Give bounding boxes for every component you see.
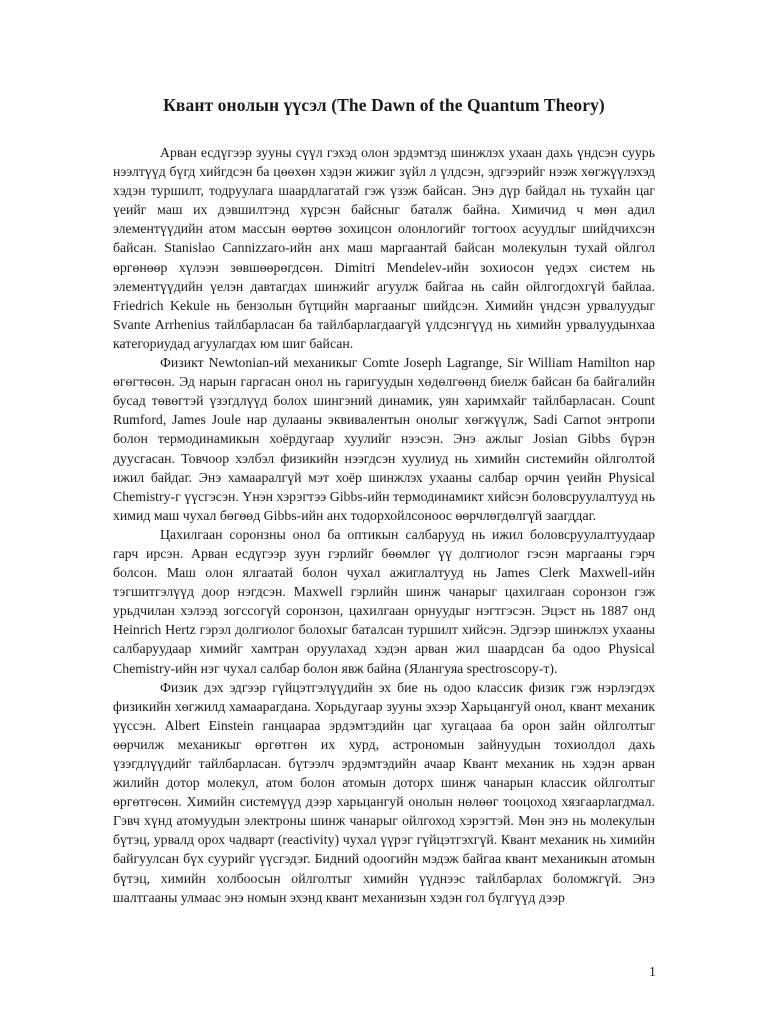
paragraph-4: Физик дэх эдгээр гүйцэтгэлүүдийн эх бие нь одоо классик физик гэж нэрлэгдэх физикийн хөгжилд хамаарагдана. Хорьдугаар зууны эхээр Харьцангуй онол, квант механик үүссэн. Albert Einstein ганцаараа эрдэмтэдийн цаг хугацааа ба орон зайн ойлголтыг өөрчилж механикыг өргөтгөн их хурд, астрономын зайнуудын тохиолдол дахь үзэгдлүүдийг тайлбарласан. бүтээлч эрдэмтэдийн ачаар Квант механик нь хэдэн арван жилийн дотор молекул, атом болон атомын доторх шинж чанарын классик ойлголтыг өргөтгөсөн. Химийн системүүд дээр харьцангуй онолын нөлөөг тооцоход хязгаарлагдмал. Гэвч хүнд атомуудын электроны шинж чанарыг ойлгоход хэрэгтэй. Мөн энэ нь молекулын бүтэц, урвалд орох чадварт (reactivity) чухал үүрэг гүйцэтгэхгүй. Квант механик нь химийн байгуулсан бүх суурийг үүсгэдэг. Бидний одоогийн мэдэж байгаа квант механикын атомын бүтэц, химийн холбоосын ойлголтыг химийн үүднээс тайлбарлах боломжгүй. Энэ шалтгааны улмаас энэ номын эхэнд квант механизын хэдэн гол бүлгүүд дээр [113, 679, 655, 905]
document-page [113, 94, 655, 907]
paragraph-1: Арван есдүгээр зууны сүүл гэхэд олон эрдэмтэд шинжлэх ухаан дахь үндсэн суурь нээлтүүд бүгд хийгдсэн ба цөөхөн хэдэн жижиг зүйл л үлдсэн, эдгээрийг нээж хөгжүүлэхэд хэдэн туршилт, тодруулага шаардлагатай гэж үзэж байсан. Энэ дүр байдал нь тухайн цаг үеийг маш их дэвшилтэнд хүрсэн байсныг баталж байна. Химичид ч мөн адил элементүүдийн атом массын өөртөө зохицсон олонлогийг тогтоох асуудлыг шийдчихсэн байсан. Stanislao Cannizzaro-ийн анх маш маргаантай байсан молекулын тухай ойлгол өргөнөөр хүлээн зөвшөөрөгдсөн. Dimitri Mendelev-ийн зохиосон үедэх систем нь элементүүдийн үелэн давтагдах шинжийг агуулж байгаа нь сайн ойлгогдохгүй байлаа. Friedrich Kekule нь бензолын бүтцийн маргааныг шийдсэн. Химийн үндсэн урвалуудыг Svante Arrhenius тайлбарласан ба тайлбарлагдаагүй үлдсэнгүүд нь химийн урвалуудынхаа категориудад агуулагдах юм шиг байсан. [113, 145, 655, 351]
paragraph-2: Физикт Newtonian-ий механикыг Comte Joseph Lagrange, Sir William Hamilton нар өгөгтөсөн. Эд нарын гаргасан онол нь гаригуудын хөдөлгөөнд биелж байсан ба байгалийн бусад төвөгтэй үзэгдлүүд болох шингэний динамик, уян харимхайг тайлбарласан. Count Rumford, James Joule нар дулааны эквивалентын онолыг хөгжүүлж, Sadi Carnot энтропи болон термодинамикын хоёрдугаар хуулийг нээсэн. Энэ ажлыг Josian Gibbs бүрэн дуусгасан. Товчоор хэлбэл физикийн нээгдсэн хуулиуд нь химийн системийн ойлголтой ижил байдаг. Энэ хамааралгүй мэт хоёр шинжлэх ухааны салбар орчин үеийн Physical Chemistry-г үүсгэсэн. Үнэн хэрэгтээ Gibbs-ийн термодинамикт хийсэн боловсруулалтууд нь химид маш чухал бөгөөд Gibbs-ийн анх тодорхойлсоноос өөрчлөгдөлгүй заагддаг. [113, 355, 655, 523]
document-title: Квант онолын үүсэл (The Dawn of the Quantum Theory) [163, 95, 605, 115]
paragraph-3: Цахилгаан соронзны онол ба оптикын салбарууд нь ижил боловсруулалтуудаар гарч ирсэн. Арван есдүгээр зуун гэрлийг бөөмлөг үү долгиолог гэсэн маргааны гэрч болсон. Маш олон ялгаатай болон чухал ажиглалтууд нь James Clerk Maxwell-ийн тэгшитгэлүүд доор нэгдсэн. Maxwell гэрлийн шинж чанарыг цахилгаан соронзон гэж урьдчилан хэлээд зогссогүй соронзон, цахилгаан орнуудыг нэгтгэсэн. Эцэст нь 1887 онд Heinrich Hertz гэрэл долгиолог болохыг баталсан туршилт хийсэн. Эдгээр шинжлэх ухааны салбаруудаар химийг хамтран оруулахад хэдэн арван жил шаардсан ба одоо Physical Chemistry-ийн нэг чухал салбар болон явж байна (Ялангуяа spectroscopy-т). [113, 526, 655, 676]
page-number: 1 [649, 964, 656, 979]
